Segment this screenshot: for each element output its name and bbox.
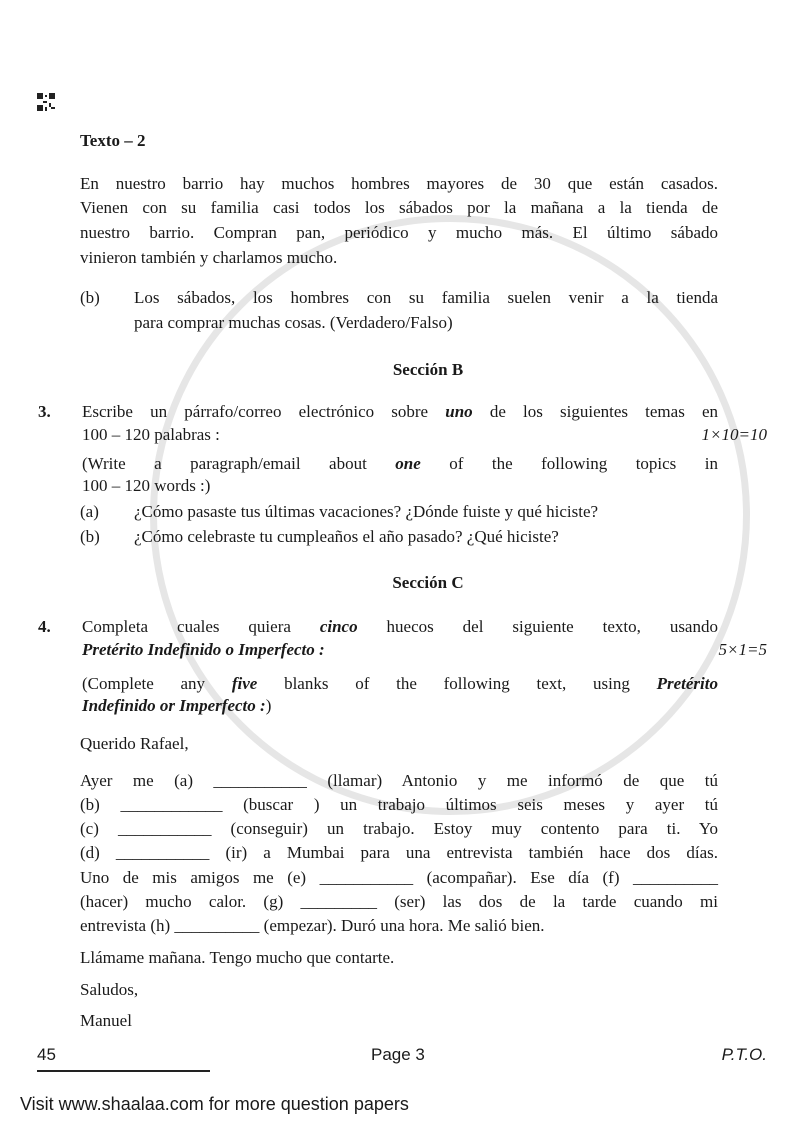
- question-b-label: (b): [80, 288, 100, 307]
- texto-line: vinieron también y charlamos mucho.: [80, 248, 338, 267]
- question-b-text: Los sábados, los hombres con su familia suelen venir a la tienda: [134, 288, 718, 307]
- question-3-english-text: (Write a paragraph/email about: [82, 454, 396, 473]
- section-b-heading: Sección B: [392, 360, 464, 379]
- section-c-heading: Sección C: [392, 573, 464, 592]
- question-4-number: 4.: [38, 617, 51, 636]
- option-text: ¿Cómo pasaste tus últimas vacaciones? ¿Dónde fuiste y qué hiciste?: [134, 502, 599, 521]
- option-text: ¿Cómo celebraste tu cumpleaños el año pasado? ¿Qué hiciste?: [134, 527, 559, 546]
- option-label: (a): [80, 502, 99, 521]
- pto-label: P.T.O.: [721, 1045, 767, 1064]
- question-4-text: Completa cuales quiera: [82, 617, 320, 636]
- footer-rule: [37, 1070, 210, 1072]
- question-3-text: de los siguientes temas en: [472, 402, 718, 421]
- question-3-emphasis: uno: [445, 402, 473, 421]
- letter-line: entrevista (h) __________ (empezar). Duró una hora. Me salió bien.: [80, 916, 545, 935]
- question-3-line: [82, 402, 718, 422]
- texto-title: Texto – 2: [80, 131, 146, 150]
- texto-line: En nuestro barrio hay muchos hombres mayores de 30 que están casados.: [80, 174, 718, 193]
- question-4-english-text: blanks of the following text, using: [257, 674, 657, 693]
- question-b-text: para comprar muchas cosas. (Verdadero/Falso): [134, 313, 453, 332]
- texto-line: nuestro barrio. Compran pan, periódico y mucho más. El último sábado: [80, 223, 718, 242]
- letter-greeting: Querido Rafael,: [80, 734, 189, 753]
- question-4-line: Pretérito Indefinido o Imperfecto :: [82, 640, 325, 659]
- letter-line: (d) ___________ (ir) a Mumbai para una entrevista también hace dos días.: [80, 843, 718, 862]
- letter-line: (b) ____________ (buscar ) un trabajo últimos seis meses y ayer tú: [80, 795, 718, 814]
- texto-line: Vienen con su familia casi todos los sábados por la mañana a la tienda de: [80, 198, 718, 217]
- letter-line: (c) ___________ (conseguir) un trabajo. Estoy muy contento para ti. Yo: [80, 819, 718, 838]
- letter-line: Uno de mis amigos me (e) ___________ (acompañar). Ese día (f) __________: [80, 868, 718, 887]
- option-label: (b): [80, 527, 100, 546]
- question-4-line: [82, 617, 718, 637]
- question-3-english-text: of the following topics in: [420, 454, 718, 473]
- letter-line: Ayer me (a) ___________ (llamar) Antonio y me informó de que tú: [80, 771, 718, 790]
- question-3-text: Escribe un párrafo/correo electrónico sobre: [82, 402, 446, 421]
- question-3-english: [82, 454, 718, 474]
- question-3-number: 3.: [38, 402, 51, 421]
- question-4-marks: 5×1=5: [718, 640, 767, 659]
- question-3-english-emphasis: one: [395, 454, 421, 473]
- letter-closing: Saludos,: [80, 980, 139, 999]
- question-4-english-text: ): [265, 696, 272, 715]
- question-4-text: huecos del siguiente texto, usando: [357, 617, 718, 636]
- question-4-emphasis: cinco: [319, 617, 358, 636]
- paper-code: 45: [37, 1045, 56, 1064]
- letter-closing: Llámame mañana. Tengo mucho que contarte.: [80, 948, 395, 967]
- question-4-english-emphasis: five: [231, 674, 258, 693]
- question-4-english: [82, 696, 271, 716]
- question-3-english: 100 – 120 words :): [82, 476, 211, 495]
- letter-signature: Manuel: [80, 1011, 132, 1030]
- question-4-english-emphasis: Pretérito: [656, 674, 718, 693]
- visit-link[interactable]: Visit www.shaalaa.com for more question papers: [20, 1094, 409, 1114]
- question-3-line: 100 – 120 palabras :: [82, 425, 220, 444]
- letter-line: (hacer) mucho calor. (g) _________ (ser) las dos de la tarde cuando mi: [80, 892, 718, 911]
- question-4-english-text: (Complete any: [82, 674, 232, 693]
- qr-code-icon: [37, 93, 55, 111]
- question-4-english: [82, 674, 718, 694]
- question-3-marks: 1×10=10: [701, 425, 767, 444]
- page-number: Page 3: [371, 1045, 425, 1064]
- question-4-english-emphasis: Indefinido or Imperfecto :: [82, 696, 266, 715]
